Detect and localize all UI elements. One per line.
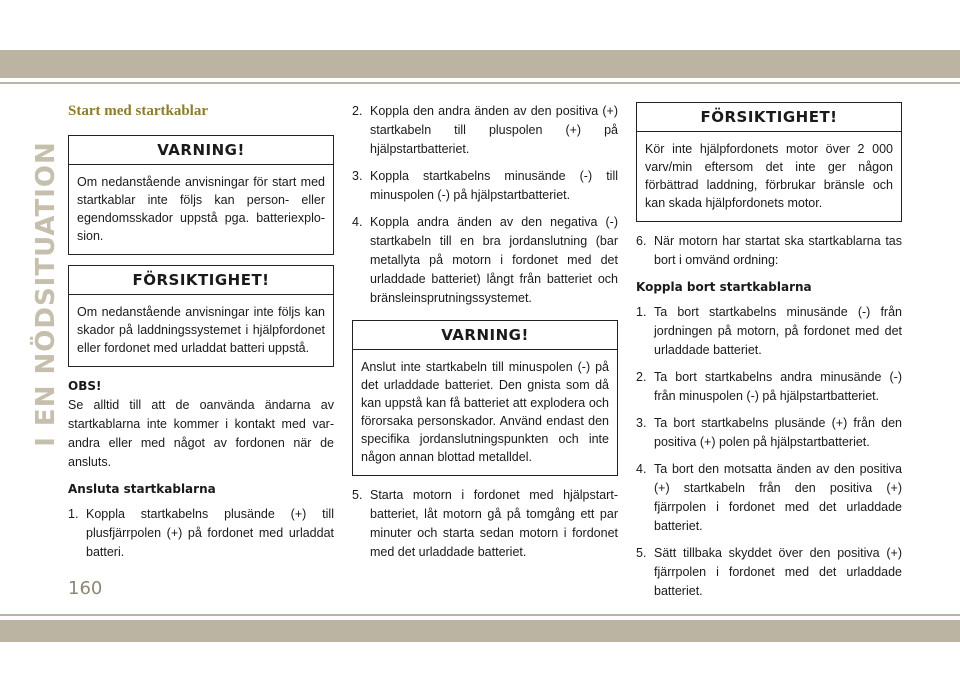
caution-title: FÖRSIKTIGHET! [69,266,333,295]
step-number: 3. [636,416,647,430]
connect-steps [68,505,334,562]
step-text: Koppla den andra änden av den positiva (+) startkabeln till pluspolen (+) på hjälpstartbatteriet. [370,104,618,156]
connect-steps-final [352,486,618,562]
step-text: Ta bort startkabelns andra minusände (-) från minuspolen (-) på hjälpstartbatteriet. [654,370,902,403]
step-text: Sätt tillbaka skyddet över den positiva (+) fjärrpolen i fordonet med det urladdade batteriet. [654,546,902,598]
step-text: Ta bort startkabelns minusände (-) från jordningen på motorn, på fordonet med det urladdade batteriet. [654,305,902,357]
section-title: Start med startkablar [68,103,208,119]
note-label: OBS! [68,379,102,393]
step-number: 2. [636,370,647,384]
chapter-side-title: I EN NÖDSITUATION [31,141,61,447]
step-number: 6. [636,234,647,248]
list-item [352,213,618,308]
disconnect-heading: Koppla bort startkablarna [636,280,812,294]
step-text: Ta bort startkabelns plusände (+) från den positiva (+) polen på hjälpstartbatteriet. [654,416,902,449]
step-text: Koppla andra änden av den negativa (-) startkabeln till en bra jordanslutning (bar metallyta på motorn i fordonet med det urladdade batteriet) långt från batteriet och bränsleinsprutningssystemet. [370,215,618,305]
step-number: 4. [352,215,363,229]
step-number: 1. [68,507,79,521]
connect-steps-continued [352,102,618,308]
header-rule [0,82,960,84]
list-item [636,303,902,360]
warning-box [68,135,334,255]
list-item [352,486,618,562]
warning-box-2 [352,320,618,476]
footer-rule [0,614,960,616]
caution-body: Om nedanstående anvisningar inte följs kan skador på laddningssystemet i hjälpfordonet eller fordonet med urladdat batteri uppstå. [77,305,325,355]
step-text: Ta bort den motsatta änden av den positiva (+) startkabeln från den positiva (+) fjärrpolen i fordonet med det urladdade batteriet. [654,462,902,533]
warning-title: VARNING! [353,321,617,350]
list-item [352,167,618,205]
footer-band [0,620,960,642]
disconnect-steps [636,303,902,601]
step-text: Koppla startkabelns minusände (-) till minuspolen (-) på hjälpstartbatteriet. [370,169,618,202]
caution-body: Kör inte hjälpfordonets motor över 2 000 varv/min eftersom det inte ger någon förbättrad laddning, förbrukar bränsle och kan skada hjälpfordonets motor. [645,142,893,210]
list-item [636,460,902,536]
list-item [352,102,618,159]
list-item [636,368,902,406]
list-item [636,544,902,601]
column-1 [68,102,334,569]
column-3 [636,102,902,609]
step-number: 2. [352,104,363,118]
note-body: Se alltid till att de oanvända ändarna av startkablarna inte kommer i kontakt med varandra eller med något av fordonen när de ansluts. [68,398,334,469]
step-number: 5. [352,488,363,502]
step-number: 4. [636,462,647,476]
caution-box [68,265,334,367]
step-number: 1. [636,305,647,319]
step-text: När motorn har startat ska startkablarna tas bort i omvänd ordning: [654,234,902,267]
connect-heading: Ansluta startkablarna [68,482,216,496]
page-number: 160 [68,578,103,599]
step-text: Koppla startkabelns plusände (+) till plusfjärrpolen (+) på fordonet med urladdat batteri. [86,507,334,559]
step-number: 5. [636,546,647,560]
warning-title: VARNING! [69,136,333,165]
warning-body: Om nedanstående anvisningar för start med startkablar inte följs kan person- eller egendomsskador uppstå pga. batteriexplosion. [77,175,325,243]
after-start-steps [636,232,902,270]
list-item [636,414,902,452]
caution-box-2 [636,102,902,222]
list-item [68,505,334,562]
warning-body: Anslut inte startkabeln till minuspolen (-) på det urladdade batteriet. Den gnista som då kan uppstå kan få batteriet att explodera och förorsaka personskador. Använd endast den specifika jordanslutningspunkten och inte någon annan blottad metalldel. [361,360,609,464]
step-text: Starta motorn i fordonet med hjälpstartbatteriet, låt motorn gå på tomgång ett par minuter och starta sedan motorn i fordonet med det urladdade batteriet. [370,488,618,559]
header-band [0,50,960,78]
list-item [636,232,902,270]
caution-title: FÖRSIKTIGHET! [637,103,901,132]
column-2 [352,102,618,570]
step-number: 3. [352,169,363,183]
